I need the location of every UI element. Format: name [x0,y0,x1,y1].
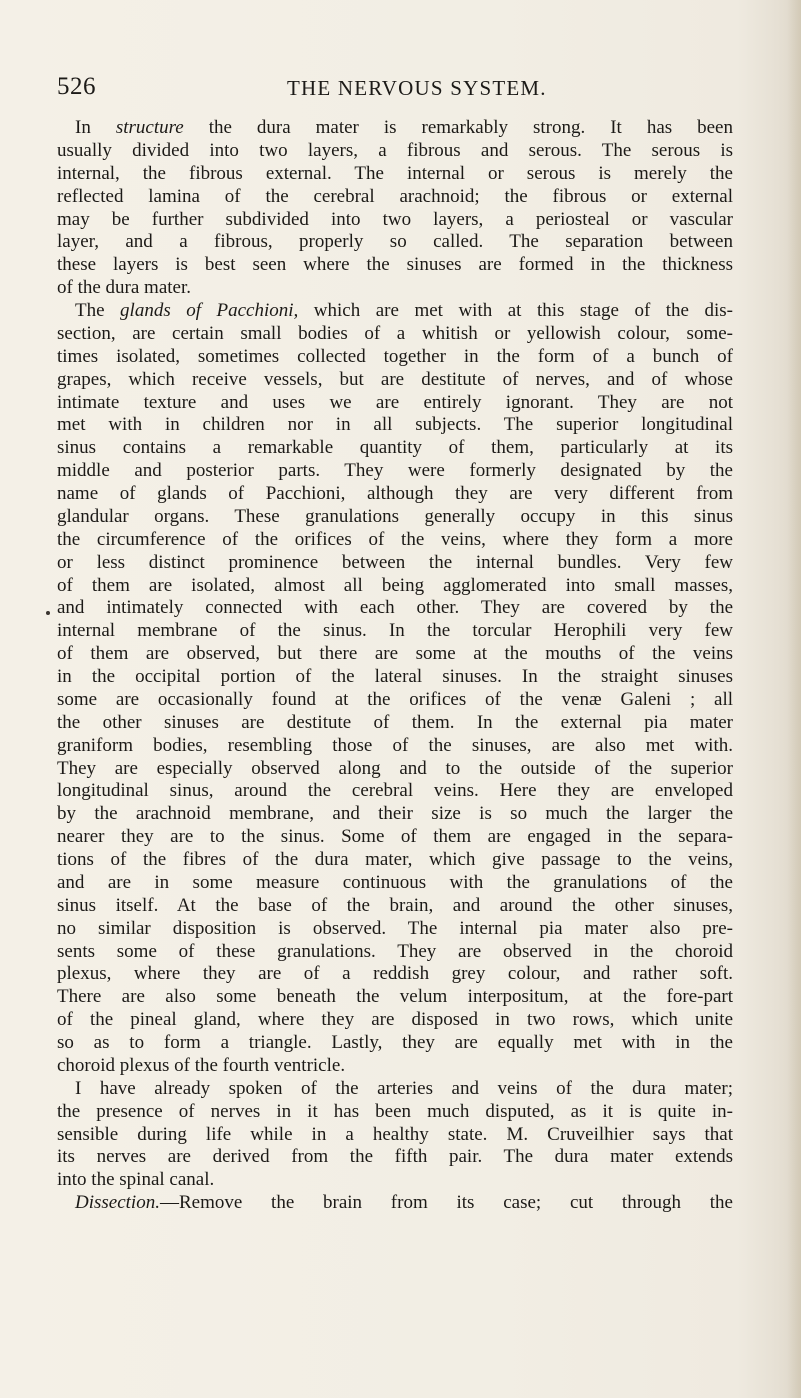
line-text: and intimately connected with each other. They are covered by the [57,597,733,619]
text-line [57,597,733,620]
line-text: sinus itself. At the base of the brain, and around the other sinuses, [57,894,733,916]
text-line [57,209,733,232]
line-text-continued: which are met with at this stage of the dis- [298,300,733,321]
text-line [57,552,733,575]
line-text: grapes, which receive vessels, but are destitute of nerves, and of whose [57,368,733,390]
text-line [57,117,733,140]
line-text: They are especially observed along and to the outside of the superior [57,757,733,779]
line-text: or less distinct prominence between the internal bundles. Very few [57,551,733,573]
line-text: name of glands of Pacchioni, although they are very different from [57,483,733,504]
stray-ink-mark [46,611,50,615]
text-line [57,620,733,643]
text-line [57,186,733,209]
text-line [57,483,733,506]
line-text: into the spinal canal. [57,1169,215,1191]
line-text: There are also some beneath the velum interpositum, at the fore-part [57,986,733,1008]
line-text: usually divided into two layers, a fibrous and serous. The serous is [57,139,733,161]
line-text: its nerves are derived from the fifth pair. The dura mater extends [57,1146,733,1168]
text-line [57,277,733,300]
page-header [57,72,733,106]
line-text: sents some of these granulations. They are observed in the choroid [57,940,733,962]
text-line [57,963,733,986]
line-text: section, are certain small bodies of a whitish or yellowish colour, some- [57,322,733,344]
page-edge-shadow [787,0,801,1398]
text-line [57,643,733,666]
text-line [57,712,733,735]
text-line [57,872,733,895]
italic-term: structure [115,117,184,138]
line-text: sinus contains a remarkable quantity of them, particularly at its [57,437,733,459]
text-line [57,506,733,529]
line-text-continued: —Remove the brain from its case; cut through the [159,1192,733,1214]
text-line [57,300,733,323]
line-text: so as to form a triangle. Lastly, they are equally met with in the [57,1032,733,1053]
line-text: internal, the fibrous external. The internal or serous is merely the [57,162,733,184]
body-text [57,117,733,1215]
line-text: of the dura mater. [57,277,192,299]
text-line [57,758,733,781]
text-line [57,254,733,277]
line-text: graniform bodies, resembling those of the sinuses, are also met with. [57,734,733,756]
line-text: reflected lamina of the cerebral arachnoid; the fibrous or external [57,185,733,207]
line-text: glandular organs. These granulations generally occupy in this sinus [57,505,733,527]
italic-term: Dissection. [75,1192,160,1214]
text-line [57,392,733,415]
line-text: by the arachnoid membrane, and their size is so much the larger the [57,803,733,825]
text-line [57,231,733,254]
line-text: of them are observed, but there are some at the mouths of the veins [57,643,733,665]
text-line [57,346,733,369]
line-text: some are occasionally found at the orifices of the venæ Galeni ; all [57,688,733,710]
page-number: 526 [57,73,96,100]
line-text: I have already spoken of the arteries and veins of the dura mater; [75,1077,733,1099]
line-text: met with in children nor in all subjects. The superior longitudinal [57,414,733,436]
text-line [57,1101,733,1124]
line-text: the other sinuses are destitute of them. In the external pia mater [57,711,733,733]
line-text: no similar disposition is observed. The internal pia mater also pre- [57,917,733,939]
line-text: sensible during life while in a healthy state. M. Cruveilhier says that [57,1123,733,1145]
text-line [57,323,733,346]
line-text: of them are isolated, almost all being agglomerated into small masses, [57,574,733,596]
line-text: in the occipital portion of the lateral sinuses. In the straight sinuses [57,666,733,687]
line-text: intimate texture and uses we are entirely ignorant. They are not [57,391,733,413]
line-text: these layers is best seen where the sinuses are formed in the thickness [57,254,733,276]
text-line [57,1124,733,1147]
text-line [57,1032,733,1055]
text-line [57,369,733,392]
line-text: layer, and a fibrous, properly so called. The separation between [57,231,733,253]
line-text: of the pineal gland, where they are disposed in two rows, which unite [57,1009,733,1031]
line-text: The [75,300,121,321]
text-line [57,1146,733,1169]
text-line [57,414,733,437]
text-line [57,780,733,803]
line-text: the presence of nerves in it has been much disputed, as it is quite in- [57,1100,733,1122]
text-line [57,163,733,186]
text-line [57,140,733,163]
text-line [57,1078,733,1101]
text-line [57,1169,733,1192]
text-line [57,941,733,964]
text-line [57,575,733,598]
text-line [57,689,733,712]
line-text: the circumference of the orifices of the veins, where they form a more [57,528,733,550]
line-text: In [75,117,116,138]
line-text: plexus, where they are of a reddish grey colour, and rather soft. [57,963,733,985]
line-text: tions of the fibres of the dura mater, which give passage to the veins, [57,849,733,870]
text-line [57,803,733,826]
line-text: and are in some measure continuous with the granulations of the [57,871,733,893]
text-line [57,986,733,1009]
line-text: longitudinal sinus, around the cerebral veins. Here they are enveloped [57,780,733,802]
text-line [57,460,733,483]
text-line [57,849,733,872]
text-line [57,735,733,758]
line-text: choroid plexus of the fourth ventricle. [57,1054,346,1076]
line-text: times isolated, sometimes collected together in the form of a bunch of [57,345,733,367]
line-text-continued: the dura mater is remarkably strong. It has been [183,117,733,138]
text-line [57,529,733,552]
text-line [57,437,733,460]
text-line [57,918,733,941]
text-line [57,895,733,918]
text-line [57,666,733,689]
line-text: middle and posterior parts. They were formerly designated by the [57,460,733,482]
text-line [57,1192,733,1215]
text-line [57,1055,733,1078]
text-line [57,1009,733,1032]
running-head: THE NERVOUS SYSTEM. [287,76,547,100]
line-text: may be further subdivided into two layers, a periosteal or vascular [57,208,733,230]
italic-term: glands of Pacchioni, [120,300,299,321]
line-text: internal membrane of the sinus. In the torcular Herophili very few [57,620,733,642]
text-line [57,826,733,849]
line-text: nearer they are to the sinus. Some of them are engaged in the separa- [57,826,733,848]
